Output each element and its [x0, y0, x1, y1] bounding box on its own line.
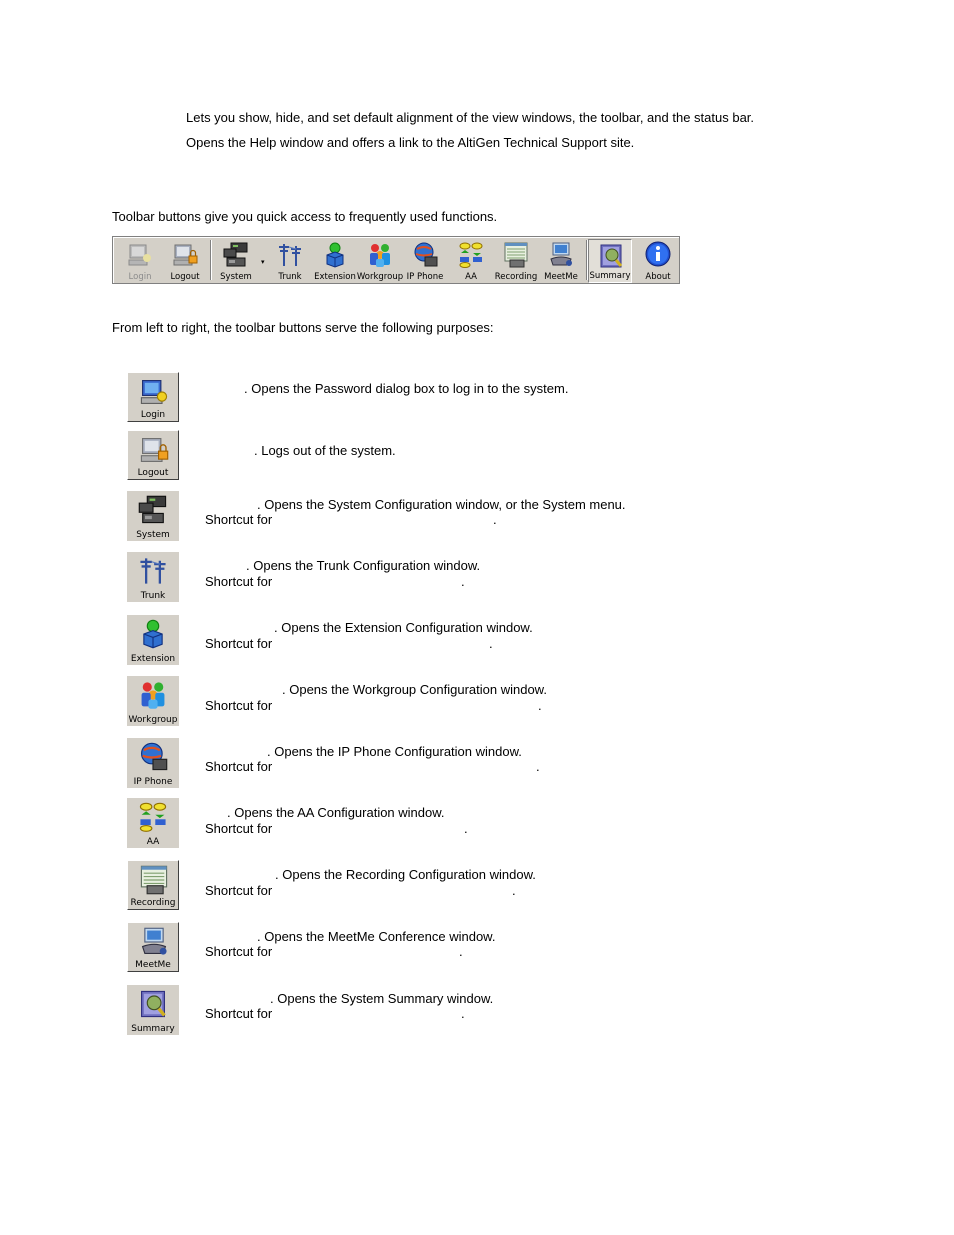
recording-icon — [502, 241, 530, 269]
system-description: . Opens the System Configuration window, or the System menu. — [257, 497, 626, 512]
toolbar-extension-label: Extension — [314, 272, 356, 282]
workgroup-icon — [366, 241, 394, 269]
recording-shortcut: Shortcut for — [205, 883, 273, 898]
toolbar-ip-phone-label: IP Phone — [406, 272, 444, 282]
login-icon — [138, 376, 170, 408]
summary-icon — [137, 988, 169, 1020]
toolbar-aa-button[interactable] — [449, 239, 493, 283]
extension-image-label: Extension — [130, 654, 176, 664]
workgroup-shortcut-end: . — [538, 698, 542, 713]
trunk-icon — [276, 241, 304, 269]
about-icon — [644, 241, 672, 269]
recording-shortcut-end: . — [512, 883, 516, 898]
trunk-shortcut: Shortcut for — [205, 574, 273, 589]
toolbar-ip-phone-button[interactable] — [403, 239, 447, 283]
ip-phone-shortcut: Shortcut for — [205, 759, 273, 774]
logout-image-label: Logout — [137, 468, 169, 478]
list-intro: From left to right, the toolbar buttons serve the following purposes: — [112, 320, 494, 335]
system-shortcut-end: . — [493, 512, 497, 527]
meetme-image-label: MeetMe — [135, 960, 171, 970]
toolbar-trunk-button[interactable] — [268, 239, 312, 283]
toolbar-summary-button[interactable] — [588, 239, 632, 283]
workgroup-button-image — [127, 676, 179, 726]
recording-icon — [138, 864, 170, 896]
menu-description-view: Lets you show, hide, and set default alignment of the view windows, the toolbar, and the status bar. — [186, 110, 755, 125]
toolbar-logout-button[interactable] — [163, 239, 207, 283]
trunk-description: . Opens the Trunk Configuration window. — [246, 558, 481, 573]
summary-icon — [597, 242, 625, 270]
extension-icon — [321, 241, 349, 269]
meetme-description: . Opens the MeetMe Conference window. — [257, 929, 496, 944]
aa-icon — [457, 241, 485, 269]
summary-button-image — [127, 985, 179, 1035]
workgroup-icon — [137, 679, 169, 711]
toolbar-recording-label: Recording — [494, 272, 538, 282]
toolbar-login-label: Login — [128, 272, 152, 282]
meetme-button-image — [127, 922, 179, 972]
aa-icon — [137, 801, 169, 833]
ip-phone-icon — [137, 741, 169, 773]
aa-shortcut: Shortcut for — [205, 821, 273, 836]
aa-shortcut-end: . — [464, 821, 468, 836]
system-button-image — [127, 491, 179, 541]
toolbar-trunk-label: Trunk — [278, 272, 302, 282]
trunk-image-label: Trunk — [140, 591, 166, 601]
system-image-label: System — [136, 530, 170, 540]
system-shortcut: Shortcut for — [205, 512, 273, 527]
ip-phone-shortcut-end: . — [536, 759, 540, 774]
toolbar-workgroup-button[interactable] — [358, 239, 402, 283]
ip-phone-image-label: IP Phone — [133, 777, 173, 787]
meetme-shortcut-end: . — [459, 944, 463, 959]
extension-icon — [137, 618, 169, 650]
toolbar-system-button[interactable] — [214, 239, 258, 283]
login-image-label: Login — [140, 410, 166, 420]
system-dropdown-icon[interactable]: ▾ — [261, 259, 265, 266]
summary-image-label: Summary — [131, 1024, 175, 1034]
summary-description: . Opens the System Summary window. — [270, 991, 494, 1006]
extension-description: . Opens the Extension Configuration window. — [274, 620, 533, 635]
meetme-shortcut: Shortcut for — [205, 944, 273, 959]
toolbar-summary-label: Summary — [589, 271, 631, 281]
toolbar-about-label: About — [645, 272, 671, 282]
ip-phone-button-image — [127, 738, 179, 788]
aa-description: . Opens the AA Configuration window. — [227, 805, 445, 820]
toolbar-recording-button[interactable] — [494, 239, 538, 283]
meetme-icon — [547, 241, 575, 269]
toolbar-aa-label: AA — [465, 272, 477, 282]
recording-description: . Opens the Recording Configuration window. — [275, 867, 536, 882]
toolbar-meetme-button[interactable] — [539, 239, 583, 283]
toolbar — [112, 236, 680, 284]
login-button-image — [127, 372, 179, 422]
workgroup-shortcut: Shortcut for — [205, 698, 273, 713]
trunk-icon — [137, 555, 169, 587]
login-icon — [126, 241, 154, 269]
system-icon — [137, 494, 169, 526]
toolbar-login-button[interactable] — [118, 239, 162, 283]
extension-shortcut: Shortcut for — [205, 636, 273, 651]
aa-button-image — [127, 798, 179, 848]
extension-shortcut-end: . — [489, 636, 493, 651]
menu-description-help: Opens the Help window and offers a link to the AltiGen Technical Support site. — [186, 135, 635, 150]
meetme-icon — [138, 926, 170, 958]
extension-button-image — [127, 615, 179, 665]
recording-button-image — [127, 860, 179, 910]
toolbar-meetme-label: MeetMe — [544, 272, 578, 282]
system-icon — [222, 241, 250, 269]
recording-image-label: Recording — [130, 898, 176, 908]
trunk-button-image — [127, 552, 179, 602]
summary-shortcut: Shortcut for — [205, 1006, 273, 1021]
toolbar-workgroup-label: Workgroup — [356, 272, 404, 282]
workgroup-image-label: Workgroup — [128, 715, 178, 725]
login-description: . Opens the Password dialog box to log in to the system. — [244, 381, 569, 396]
toolbar-intro: Toolbar buttons give you quick access to frequently used functions. — [112, 209, 498, 224]
toolbar-extension-button[interactable] — [313, 239, 357, 283]
toolbar-about-button[interactable] — [636, 239, 680, 283]
ip-phone-icon — [411, 241, 439, 269]
logout-button-image — [127, 430, 179, 480]
toolbar-logout-label: Logout — [170, 272, 200, 282]
logout-icon — [171, 241, 199, 269]
summary-shortcut-end: . — [461, 1006, 465, 1021]
toolbar-system-label: System — [220, 272, 252, 282]
aa-image-label: AA — [146, 837, 160, 847]
ip-phone-description: . Opens the IP Phone Configuration window. — [267, 744, 522, 759]
logout-icon — [138, 434, 170, 466]
logout-description: . Logs out of the system. — [254, 443, 396, 458]
workgroup-description: . Opens the Workgroup Configuration window. — [282, 682, 547, 697]
trunk-shortcut-end: . — [461, 574, 465, 589]
